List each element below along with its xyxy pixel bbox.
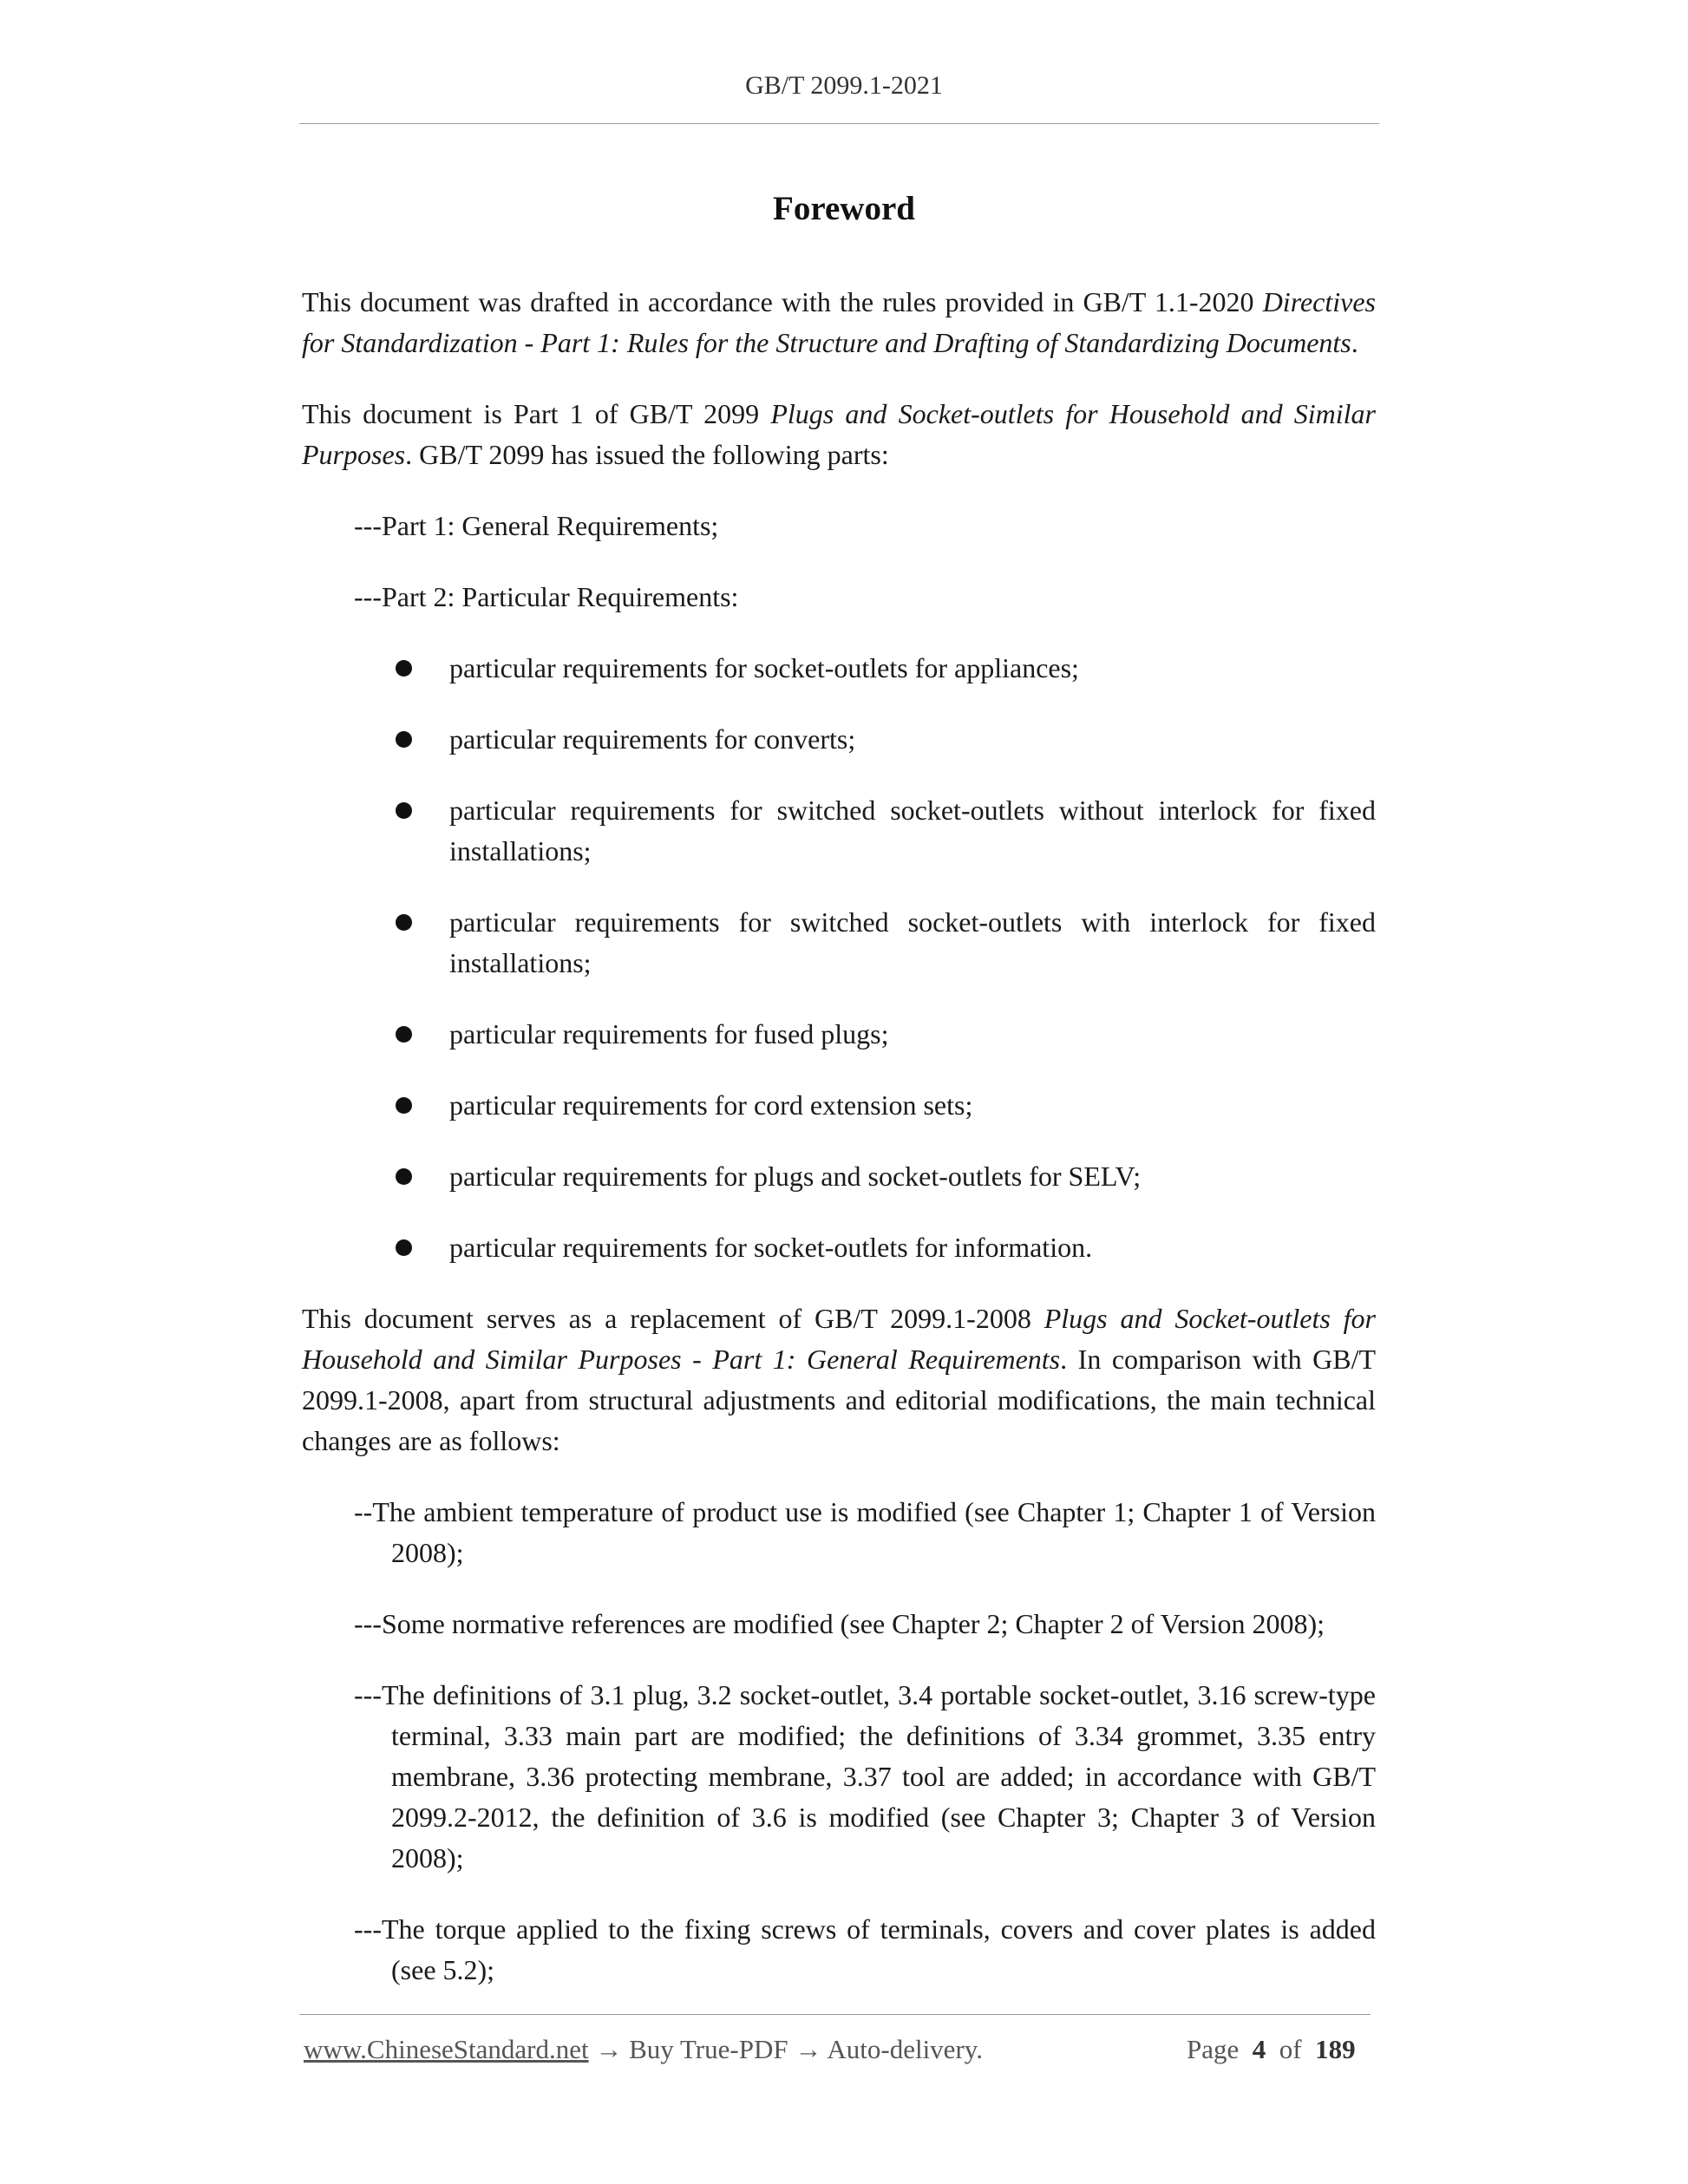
bullet-item [302,902,1376,984]
bullet-text: particular requirements for fused plugs; [449,1018,889,1049]
series-text: This document is Part 1 of GB/T 2099 [302,398,771,429]
change-list-item: ---The torque applied to the fixing screws of terminals, covers and cover plates is added (see 5.2); [354,1913,1376,1985]
part-list-item: ---Part 1: General Requirements; [354,510,719,541]
bullet-item [302,790,1376,872]
bullet-text: particular requirements for socket-outlets for information. [449,1232,1093,1263]
bullet-text: particular requirements for socket-outlets for appliances; [449,652,1079,683]
bullet-item [302,1014,1376,1055]
bullet-dot-icon [396,1097,412,1114]
header-divider [299,123,1379,124]
page-title: Foreword [773,190,915,227]
series-title: Plugs and Socket-outlets for Household and Similar Purposes [302,398,1377,470]
footer-divider [299,2014,1371,2015]
bullet-item [302,1227,1376,1268]
document-body [302,282,1376,2021]
bullet-dot-icon [396,914,412,931]
page-current: 4 [1252,2034,1266,2064]
bullet-item [302,1156,1376,1197]
replacement-title: Plugs and Socket-outlets for Household and Similar Purposes - Part 1: General Requirements [302,1303,1377,1375]
bullet-dot-icon [396,660,412,677]
bullet-text: particular requirements for plugs and socket-outlets for SELV; [449,1161,1142,1192]
page-total: 189 [1315,2034,1356,2064]
bullet-item [302,1085,1376,1126]
bullet-dot-icon [396,1239,412,1256]
bullet-dot-icon [396,1168,412,1185]
website-link[interactable]: www.ChineseStandard.net [304,2034,589,2064]
replacement-end: . In comparison with GB/T 2099.1-2008, apart from structural adjustments and editorial modifications, the main technical changes are as follows: [302,1344,1377,1456]
page-number [1187,2034,1356,2065]
footer-promo-text: → Buy True-PDF → Auto-delivery. [588,2034,983,2064]
drafting-rules-paragraph [302,282,1376,363]
drafting-rules-text: This document was drafted in accordance with the rules provided in GB/T 1.1-2020 [302,286,1263,317]
bullet-text: particular requirements for converts; [449,723,856,755]
bullet-text: particular requirements for cord extension sets; [449,1089,973,1121]
drafting-rules-title: Directives for Standardization - Part 1: Rules for the Structure and Drafting of Standardizing Documents [302,286,1376,358]
bullet-text: particular requirements for switched socket-outlets without interlock for fixed installations; [449,794,1376,866]
part-list-item: ---Part 2: Particular Requirements: [354,581,739,612]
replacement-text: This document serves as a replacement of GB/T 2099.1-2008 [302,1303,1044,1334]
bullet-dot-icon [396,731,412,748]
page-label: Page [1187,2034,1240,2064]
bullet-item [302,648,1376,689]
series-end: . GB/T 2099 has issued the following parts: [405,439,889,470]
bullet-text: particular requirements for switched socket-outlets with interlock for fixed installations; [449,906,1376,978]
bullet-dot-icon [396,802,412,819]
replacement-paragraph [302,1298,1376,1461]
series-paragraph [302,394,1376,475]
bullet-dot-icon [396,1026,412,1043]
bullet-item [302,719,1376,760]
page-of-label: of [1279,2034,1302,2064]
change-list-item: ---The definitions of 3.1 plug, 3.2 socket-outlet, 3.4 portable socket-outlet, 3.16 screw-type terminal, 3.33 main part are modified; the definitions of 3.34 grommet, 3.35 entry membrane, 3.36 protecting membrane, 3.37 tool are added; in accordance with GB/T 2099.2-2012, the definition of 3.6 is modified (see Chapter 3; Chapter 3 of Version 2008); [354,1679,1376,1873]
change-list-item: ---Some normative references are modified (see Chapter 2; Chapter 2 of Version 2008); [354,1608,1325,1639]
change-list-item: --The ambient temperature of product use is modified (see Chapter 1; Chapter 1 of Version 2008); [354,1496,1376,1568]
footer-promo [304,2034,983,2065]
drafting-rules-end: . [1351,327,1358,358]
document-code-header: GB/T 2099.1-2021 [745,71,943,100]
